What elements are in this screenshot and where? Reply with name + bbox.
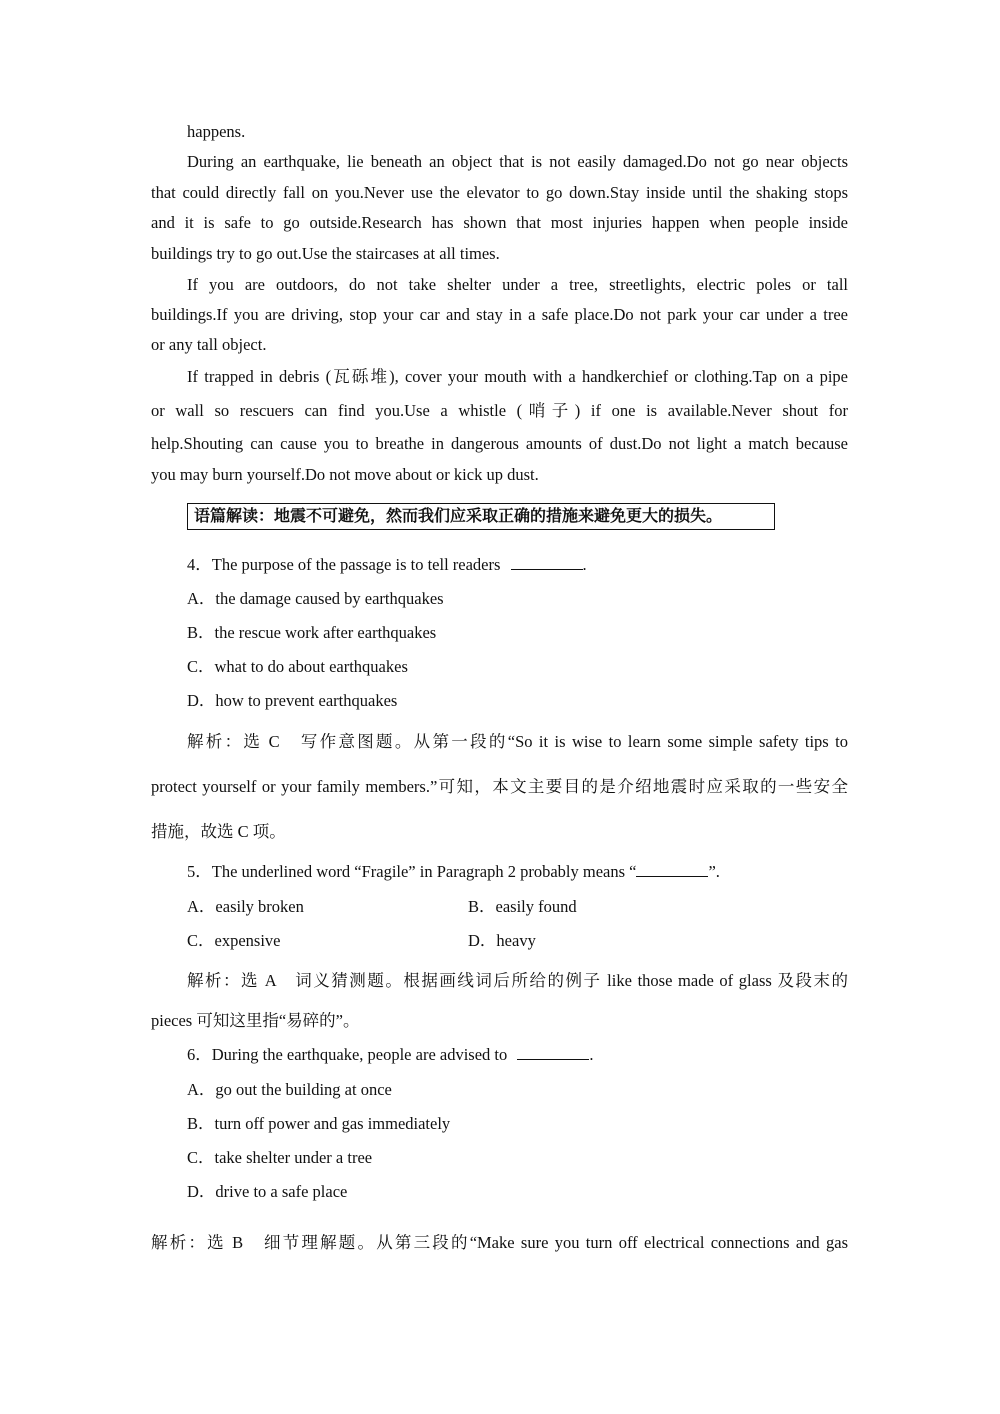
stem-end: . <box>589 1045 594 1064</box>
passage-line: If trapped in debris (瓦砾堆), cover your mouth with a handkerchief or clothing.Tap on a pipe <box>187 367 848 386</box>
option-a: A．the damage caused by earthquakes <box>187 589 444 608</box>
option-d: D．heavy <box>468 931 536 950</box>
analysis-line: protect yourself or your family members.”可知，本文主要目的是介绍地震时应采取的一些安全 <box>151 777 848 796</box>
passage-line: help.Shouting can cause you to breathe in dangerous amounts of dust.Do not light a match because <box>151 434 848 453</box>
analysis-line: 措施，故选 C 项。 <box>151 822 286 841</box>
question-stem <box>187 862 720 882</box>
option-b: B．turn off power and gas immediately <box>187 1114 451 1133</box>
option-b: B．the rescue work after earthquakes <box>187 623 437 642</box>
analysis-line: 解析：选 C 写作意图题。从第一段的“So it is wise to learn some simple safety tips to <box>187 732 848 751</box>
option-c: C．expensive <box>187 931 281 950</box>
passage-line: and it is safe to go outside.Research has shown that most injuries happen when people inside <box>151 213 848 232</box>
question-stem-text: 4．The purpose of the passage is to tell readers <box>187 555 501 574</box>
passage-line: or wall so rescuers can find you.Use a whistle (哨子) if one is available.Never shout for <box>151 401 848 420</box>
option-a: A．easily broken <box>187 897 304 916</box>
option-c: C．take shelter under a tree <box>187 1148 373 1167</box>
question-stem <box>187 1045 594 1065</box>
stem-end: . <box>582 555 587 574</box>
passage-line: you may burn yourself.Do not move about or kick up dust. <box>151 465 539 484</box>
answer-blank <box>517 1045 589 1060</box>
passage-line: During an earthquake, lie beneath an object that is not easily damaged.Do not go near objects <box>187 152 848 171</box>
question-stem <box>187 555 587 575</box>
option-d: D．how to prevent earthquakes <box>187 691 398 710</box>
question-stem-text: 5．The underlined word “Fragile” in Paragraph 2 probably means “ <box>187 862 637 881</box>
passage-line: If you are outdoors, do not take shelter under a tree, streetlights, electric poles or tall <box>187 275 848 294</box>
passage-line: that could directly fall on you.Never use the elevator to go down.Stay inside until the shaking stops <box>151 183 848 202</box>
passage-line: or any tall object. <box>151 335 267 354</box>
option-c: C．what to do about earthquakes <box>187 657 408 676</box>
answer-blank <box>511 555 583 570</box>
question-stem-text: 6．During the earthquake, people are advised to <box>187 1045 508 1064</box>
option-d: D．drive to a safe place <box>187 1182 348 1201</box>
passage-line: happens. <box>187 122 246 141</box>
analysis-line: pieces 可知这里指“易碎的”。 <box>151 1011 360 1030</box>
option-a: A．go out the building at once <box>187 1080 392 1099</box>
answer-blank <box>636 862 708 877</box>
analysis-line: 解析：选 B 细节理解题。从第三段的“Make sure you turn off electrical connections and gas <box>151 1233 848 1252</box>
summary-box: 语篇解读：地震不可避免，然而我们应采取正确的措施来避免更大的损失。 <box>187 503 775 530</box>
analysis-line: 解析：选 A 词义猜测题。根据画线词后所给的例子 like those made of glass 及段末的 <box>187 971 848 990</box>
passage-line: buildings.If you are driving, stop your car and stay in a safe place.Do not park your car under a tree <box>151 305 848 324</box>
option-b: B．easily found <box>468 897 577 916</box>
stem-end: ”. <box>708 862 720 881</box>
passage-line: buildings try to go out.Use the staircases at all times. <box>151 244 500 263</box>
